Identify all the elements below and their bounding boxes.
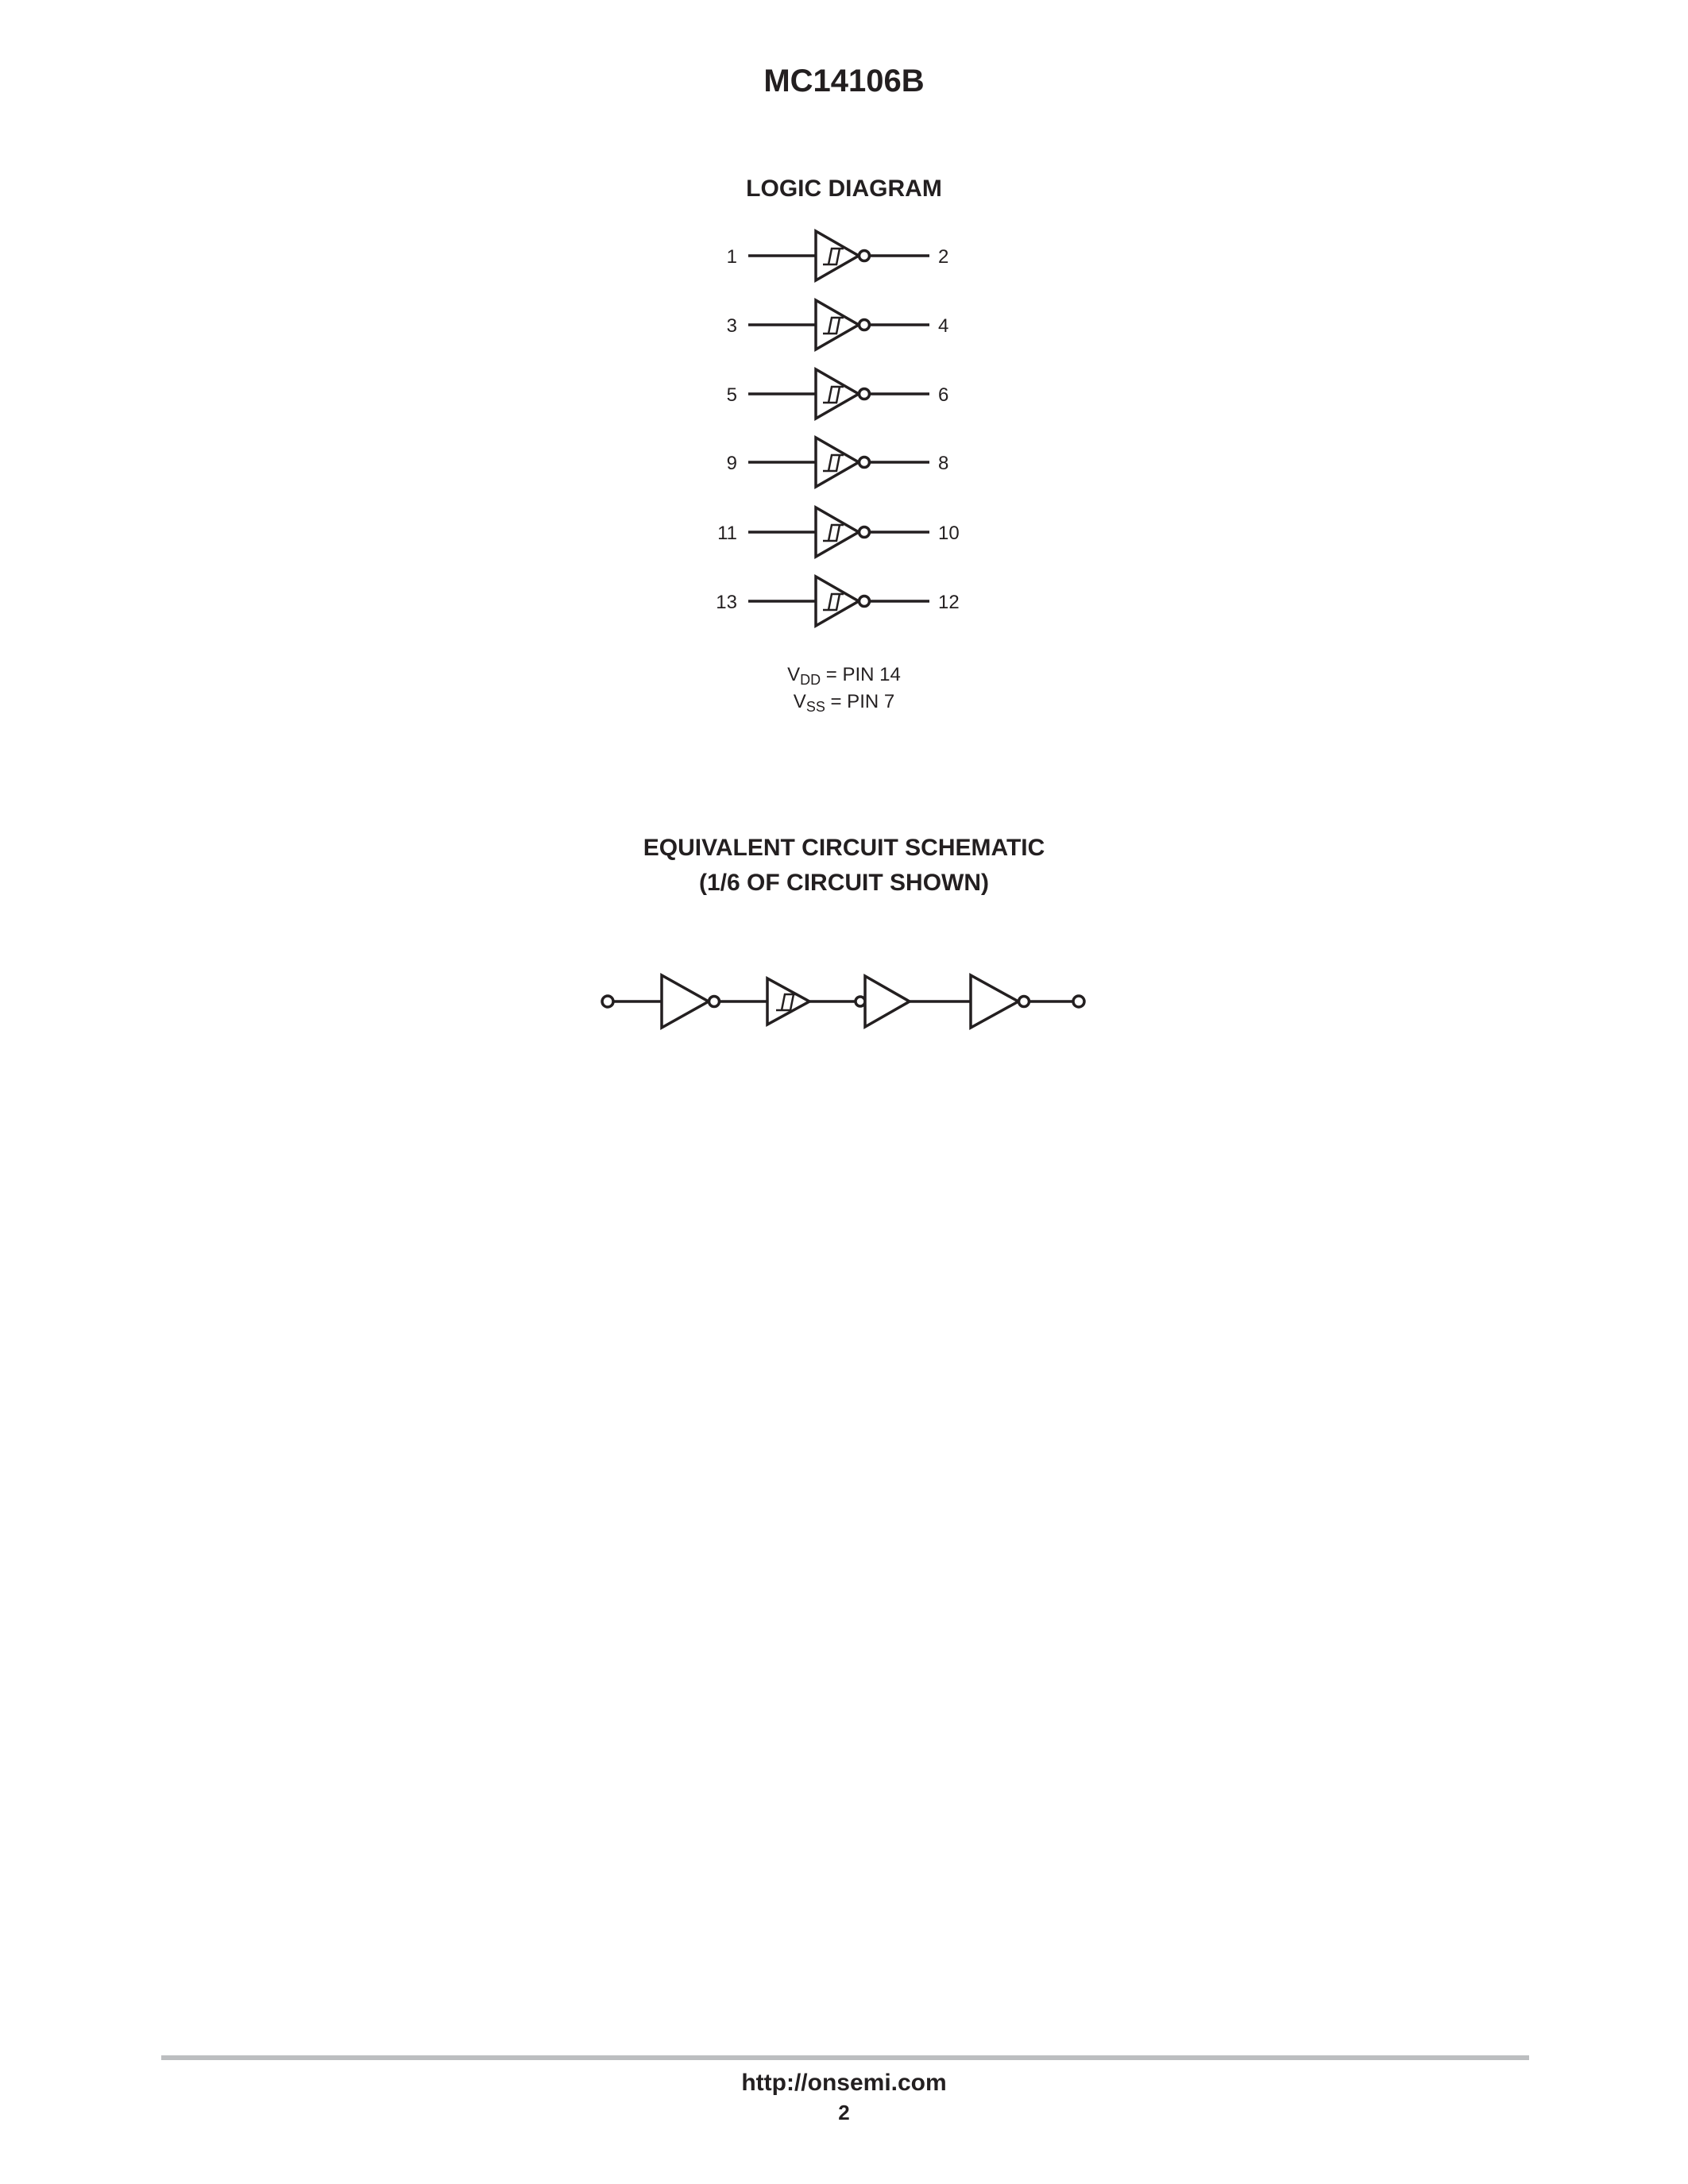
input-pin-label: 11 <box>717 523 737 544</box>
schmitt-inverter-gate <box>717 507 960 557</box>
inverter-1-bubble <box>709 997 720 1007</box>
inverter-bubble <box>859 527 870 538</box>
vss-pin-note <box>0 689 1688 720</box>
output-terminal <box>1073 996 1084 1007</box>
inverter-3 <box>971 975 1018 1028</box>
schematic-subheading: (1/6 OF CIRCUIT SHOWN) <box>699 870 989 896</box>
schmitt-inverter-gate <box>727 231 949 280</box>
input-pin-label: 3 <box>726 315 737 337</box>
inverter-bubble <box>859 596 870 607</box>
inverter-bubble <box>859 389 870 399</box>
vdd-symbol: V <box>787 664 801 685</box>
output-pin-label: 8 <box>938 453 949 474</box>
logic-diagram <box>0 214 1688 659</box>
inverter-2 <box>865 976 910 1027</box>
output-pin-label: 12 <box>938 592 960 613</box>
input-pin-label: 1 <box>726 246 737 268</box>
input-terminal <box>602 996 613 1007</box>
output-pin-label: 10 <box>938 523 960 544</box>
schmitt-inverter-gate <box>727 438 949 487</box>
logic-diagram-heading: LOGIC DIAGRAM <box>746 176 942 202</box>
inverter-bubble <box>859 457 870 468</box>
vss-subscript: SS <box>805 699 825 715</box>
vss-symbol: V <box>793 691 806 712</box>
page-number: 2 <box>838 2101 850 2124</box>
vss-pin-text: = PIN 7 <box>825 691 895 712</box>
equivalent-circuit-schematic <box>0 953 1688 1064</box>
output-pin-label: 2 <box>938 246 949 268</box>
inverter-1 <box>662 975 709 1028</box>
schmitt-trigger <box>767 978 809 1024</box>
inverter-bubble <box>859 251 870 261</box>
inverter-3-bubble <box>1019 997 1029 1007</box>
footer-url-link[interactable]: http://onsemi.com <box>741 2070 947 2096</box>
vdd-pin-text: = PIN 14 <box>821 664 901 685</box>
schmitt-inverter-gate <box>716 577 959 626</box>
inverter-2-input-bubble <box>856 997 865 1006</box>
input-pin-label: 9 <box>726 453 737 474</box>
output-pin-label: 6 <box>938 384 949 406</box>
vdd-subscript: DD <box>800 672 821 688</box>
schmitt-inverter-gate <box>727 369 949 419</box>
footer-divider <box>161 2055 1529 2060</box>
document-title: MC14106B <box>763 64 925 98</box>
input-pin-label: 13 <box>716 592 737 613</box>
inverter-bubble <box>859 320 870 330</box>
schematic-heading: EQUIVALENT CIRCUIT SCHEMATIC <box>643 835 1045 861</box>
schmitt-inverter-gate <box>727 300 949 349</box>
output-pin-label: 4 <box>938 315 949 337</box>
input-pin-label: 5 <box>726 384 737 406</box>
